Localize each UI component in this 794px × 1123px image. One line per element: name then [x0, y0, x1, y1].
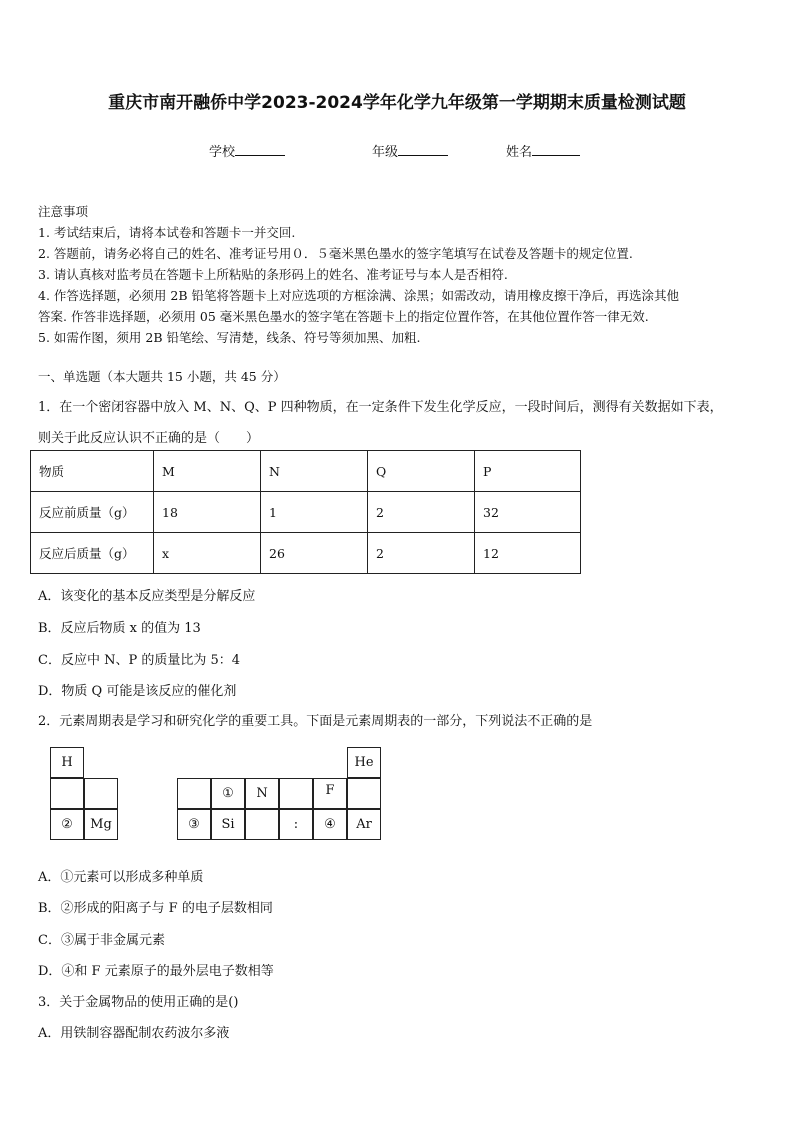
- table-cell: x: [154, 533, 261, 574]
- name-blank[interactable]: [532, 143, 580, 156]
- q1-option-a: A．该变化的基本反应类型是分解反应: [38, 589, 256, 604]
- element-cell-si: [211, 809, 245, 840]
- q1-stem-line1: 1．在一个密闭容器中放入 M、N、Q、P 四种物质，在一定条件下发生化学反应，一段时间后，测得有关数据如下表，: [38, 400, 723, 415]
- grade-field[interactable]: [372, 141, 448, 160]
- table-row: [31, 492, 581, 533]
- table-cell: 物质: [31, 451, 154, 492]
- element-cell-marker-1: [211, 778, 245, 809]
- element-cell-n: [245, 778, 279, 809]
- name-label: 姓名: [506, 145, 533, 160]
- table-cell: 26: [261, 533, 368, 574]
- q2-option-a: A．①元素可以形成多种单质: [38, 870, 204, 885]
- table-cell: P: [475, 451, 581, 492]
- element-cell-empty: [84, 778, 118, 809]
- element-cell-marker-2: [50, 809, 84, 840]
- element-cell-f: [313, 778, 347, 809]
- marker-number: ②: [61, 817, 73, 832]
- dots-mark: :: [293, 817, 299, 832]
- element-symbol: He: [354, 755, 374, 770]
- q3-option-a: A．用铁制容器配制农药波尔多液: [38, 1026, 230, 1041]
- marker-number: ①: [222, 786, 234, 801]
- element-symbol: Mg: [90, 817, 112, 832]
- notice-line: 4. 作答选择题，必须用 2B 铅笔将答题卡上对应选项的方框涂满、涂黑；如需改动，请用橡皮擦干净后，再选涂其他: [38, 288, 679, 303]
- notice-block: [38, 201, 763, 348]
- element-cell-empty: [347, 778, 381, 809]
- q1-option-b: B．反应后物质 x 的值为 13: [38, 621, 201, 636]
- table-cell: 32: [475, 492, 581, 533]
- element-cell-h: [50, 747, 84, 778]
- element-cell-empty: [177, 778, 211, 809]
- element-symbol: Si: [221, 817, 235, 832]
- table-cell: N: [261, 451, 368, 492]
- notice-line: 1. 考试结束后，请将本试卷和答题卡一并交回.: [38, 225, 296, 240]
- element-cell-empty: [50, 778, 84, 809]
- grade-blank[interactable]: [398, 143, 448, 156]
- q1-option-c: C．反应中 N、P 的质量比为 5：4: [38, 653, 241, 668]
- q1-stem-line2: 则关于此反应认识不正确的是（ ）: [38, 431, 260, 446]
- grade-label: 年级: [372, 145, 399, 160]
- table-cell: 反应前质量（g）: [31, 492, 154, 533]
- notice-line: 2. 答题前，请务必将自己的姓名、准考证号用０．５毫米黑色墨水的签字笔填写在试卷及答题卡的规定位置.: [38, 246, 633, 261]
- notice-line: 3. 请认真核对监考员在答题卡上所粘贴的条形码上的姓名、准考证号与本人是否相符.: [38, 267, 508, 282]
- element-cell-marker-3: [177, 809, 211, 840]
- q2-option-d: D．④和 F 元素原子的最外层电子数相等: [38, 964, 274, 979]
- name-field[interactable]: [506, 141, 580, 160]
- table-cell: 12: [475, 533, 581, 574]
- q1-option-d: D．物质 Q 可能是该反应的催化剂: [38, 684, 237, 699]
- q2-stem: 2．元素周期表是学习和研究化学的重要工具。下面是元素周期表的一部分，下列说法不正确的是: [38, 714, 593, 729]
- element-cell-empty: [245, 809, 279, 840]
- marker-number: ④: [324, 817, 336, 832]
- notice-line: 5. 如需作图，须用 2B 铅笔绘、写清楚，线条、符号等须加黑、加粗.: [38, 330, 421, 345]
- table-cell: 2: [368, 533, 475, 574]
- q2-option-b: B．②形成的阳离子与 F 的电子层数相同: [38, 901, 273, 916]
- q2-option-c: C．③属于非金属元素: [38, 933, 165, 948]
- table-cell: 18: [154, 492, 261, 533]
- table-row: [31, 451, 581, 492]
- element-cell-empty: [279, 778, 313, 809]
- notice-line: 答案. 作答非选择题，必须用 05 毫米黑色墨水的签字笔在答题卡上的指定位置作答，在其他位置作答一律无效.: [38, 309, 649, 324]
- school-label: 学校: [209, 145, 236, 160]
- element-symbol: H: [61, 755, 73, 770]
- q1-data-table: [30, 450, 581, 574]
- page-title: 重庆市南开融侨中学2023-2024学年化学九年级第一学期期末质量检测试题: [108, 93, 686, 113]
- school-field[interactable]: [209, 141, 285, 160]
- table-row: [31, 533, 581, 574]
- q3-stem: 3．关于金属物品的使用正确的是(): [38, 995, 239, 1010]
- element-symbol: Ar: [356, 817, 372, 832]
- element-cell-dots: [279, 809, 313, 840]
- table-cell: 1: [261, 492, 368, 533]
- notice-heading: 注意事项: [38, 204, 89, 219]
- section-heading: 一、单选题（本大题共 15 小题，共 45 分）: [38, 369, 286, 384]
- element-cell-he: [347, 747, 381, 778]
- table-cell: M: [154, 451, 261, 492]
- table-cell: 2: [368, 492, 475, 533]
- element-cell-mg: [84, 809, 118, 840]
- element-cell-marker-4: [313, 809, 347, 840]
- table-cell: Q: [368, 451, 475, 492]
- table-cell: 反应后质量（g）: [31, 533, 154, 574]
- element-cell-ar: [347, 809, 381, 840]
- element-symbol: N: [256, 786, 268, 801]
- element-symbol: F: [325, 783, 335, 798]
- school-blank[interactable]: [235, 143, 285, 156]
- marker-number: ③: [188, 817, 200, 832]
